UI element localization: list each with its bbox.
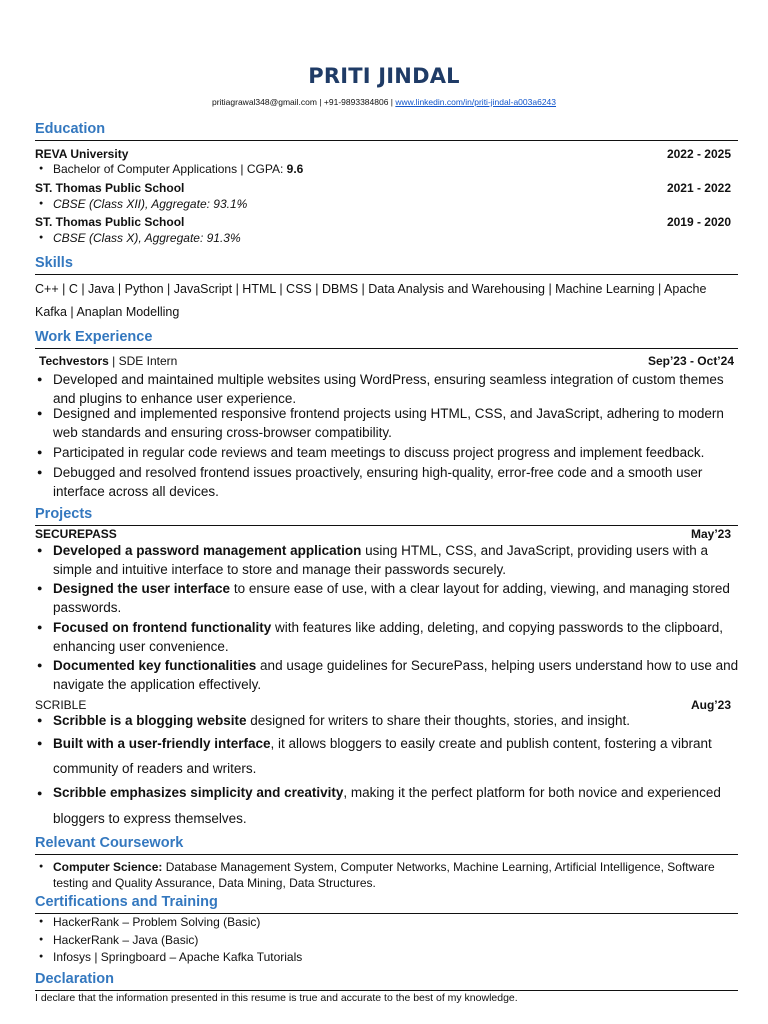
section-title: Education: [35, 121, 106, 137]
bullet-icon: ●: [37, 660, 43, 670]
education-detail-text: CBSE (Class X), Aggregate: 91.3%: [53, 231, 241, 245]
project-name: SECUREPASS: [35, 527, 117, 541]
project-bullet-highlight: Designed the user interface: [53, 581, 231, 596]
project-bullet-text: [53, 618, 740, 656]
bullet-icon: ●: [39, 936, 44, 943]
education-dates: 2022 - 2025: [666, 147, 731, 161]
project-bullet-rest: to ensure ease of use, with a clear layout for adding, viewing, and managing stored passwords.: [53, 581, 730, 615]
bullet-icon: ●: [39, 953, 44, 960]
section-education: [35, 118, 738, 141]
section-projects: [35, 503, 738, 526]
project-name: SCRIBLE: [35, 698, 87, 712]
project-bullet-rest: , it allows bloggers to easily create and publish content, fostering a vibrant community of readers and writers.: [53, 736, 712, 776]
project-bullet-highlight: Built with a user-friendly interface: [53, 736, 271, 751]
bullet-icon: ●: [37, 738, 43, 748]
certification-text: HackerRank – Problem Solving (Basic): [53, 915, 261, 929]
bullet-icon: ●: [37, 374, 43, 384]
school-name: ST. Thomas Public School: [35, 215, 185, 229]
project-bullet-rest: with features like adding, deleting, and copying passwords to the clipboard, enhancing user convenience.: [53, 620, 724, 654]
company-role: [39, 353, 177, 369]
degree-text: Bachelor of Computer Applications | CGPA:: [53, 162, 287, 176]
education-detail-text: CBSE (Class XII), Aggregate: 93.1%: [53, 197, 248, 211]
work-bullet-text: Designed and implemented responsive frontend projects using HTML, CSS, and JavaScript, adhering to modern web standards and ensuring cross-browser compatibility.: [53, 406, 724, 440]
project-bullet-highlight: Scribble is a blogging website: [53, 713, 247, 728]
contact-line: [0, 97, 768, 107]
bullet-icon: ●: [39, 918, 44, 925]
section-work-experience: [35, 326, 738, 349]
work-dates: Sep’23 - Oct’24: [647, 354, 734, 368]
project-bullet-text: [53, 780, 740, 832]
coursework-text: [53, 859, 740, 891]
section-coursework: [35, 832, 738, 855]
bullet-icon: ●: [37, 583, 43, 593]
project-bullet-highlight: Documented key functionalities: [53, 658, 257, 673]
section-title: Declaration: [35, 971, 114, 987]
project-bullet-highlight: Focused on frontend functionality: [53, 620, 272, 635]
project-bullet-text: [53, 656, 740, 694]
section-skills: [35, 252, 738, 275]
contact-text: pritiagrawal348@gmail.com | +91-9893384806 |: [211, 97, 396, 107]
project-bullet-rest: , making it the perfect platform for both novice and experienced bloggers to express themselves.: [53, 785, 721, 826]
section-title: Skills: [35, 255, 73, 271]
coursework-list: Database Management System, Computer Networks, Machine Learning, Artificial Intelligence, Software testing and Quality Assurance, Data Mining, Data Structures.: [53, 860, 715, 890]
education-detail-text: [53, 161, 740, 177]
section-certifications: [35, 891, 738, 914]
section-declaration: [35, 968, 738, 991]
job-role: | SDE Intern: [108, 354, 178, 368]
section-title: Projects: [35, 506, 93, 522]
bullet-icon: ●: [39, 200, 44, 207]
company-name: Techvestors: [39, 354, 109, 368]
section-title: Certifications and Training: [35, 894, 218, 910]
education-dates: 2021 - 2022: [666, 181, 731, 195]
work-bullet-text: Debugged and resolved frontend issues proactively, ensuring high-quality, error-free code and a smooth user interface across all devices.: [53, 465, 703, 499]
bullet-icon: ●: [37, 447, 43, 457]
skills-list: C++ | C | Java | Python | JavaScript | HTML | CSS | DBMS | Data Analysis and Warehousing | Machine Learning | Apache Kafka | Anaplan Modelling: [35, 282, 707, 319]
project-bullet-text: [53, 579, 740, 617]
bullet-icon: ●: [37, 467, 43, 477]
work-bullet-text: Developed and maintained multiple websites using WordPress, ensuring seamless integration of custom themes and plugins to enhance user experience.: [53, 372, 724, 406]
certification-text: Infosys | Springboard – Apache Kafka Tutorials: [53, 950, 303, 964]
education-dates: 2019 - 2020: [666, 215, 731, 229]
project-bullet-text: [53, 711, 740, 730]
bullet-icon: ●: [39, 863, 44, 870]
resume-name: PRITI JINDAL: [308, 64, 460, 88]
section-title: Relevant Coursework: [35, 835, 184, 851]
bullet-icon: ●: [39, 234, 44, 241]
bullet-icon: ●: [37, 715, 43, 725]
project-bullet-highlight: Developed a password management application: [53, 543, 362, 558]
project-date: May’23: [690, 527, 731, 541]
coursework-label: Computer Science:: [53, 860, 163, 874]
school-name: REVA University: [35, 147, 129, 161]
section-title: Work Experience: [35, 329, 153, 345]
school-name: ST. Thomas Public School: [35, 181, 185, 195]
project-bullet-text: [53, 541, 740, 579]
bullet-icon: ●: [39, 165, 44, 172]
certification-text: HackerRank – Java (Basic): [53, 933, 199, 947]
project-bullet-text: [53, 731, 740, 781]
bullet-icon: ●: [37, 788, 43, 798]
project-bullet-rest: using HTML, CSS, and JavaScript, providing users with a simple and intuitive interface to store and manage their passwords securely.: [53, 543, 708, 577]
declaration-text: I declare that the information presented in this resume is true and accurate to the best of my knowledge.: [35, 992, 518, 1004]
cgpa-value: 9.6: [286, 162, 304, 176]
work-bullet-text: Participated in regular code reviews and team meetings to discuss project progress and implement feedback.: [53, 445, 705, 460]
project-date: Aug’23: [690, 698, 731, 712]
bullet-icon: ●: [37, 545, 43, 555]
project-bullet-highlight: Scribble emphasizes simplicity and creativity: [53, 785, 344, 800]
bullet-icon: ●: [37, 622, 43, 632]
project-bullet-rest: and usage guidelines for SecurePass, helping users understand how to use and navigate the application effectively.: [53, 658, 739, 692]
project-bullet-rest: designed for writers to share their thoughts, stories, and insight.: [246, 713, 630, 728]
bullet-icon: ●: [37, 408, 43, 418]
linkedin-link[interactable]: www.linkedin.com/in/priti-jindal-a003a6243: [395, 97, 557, 107]
